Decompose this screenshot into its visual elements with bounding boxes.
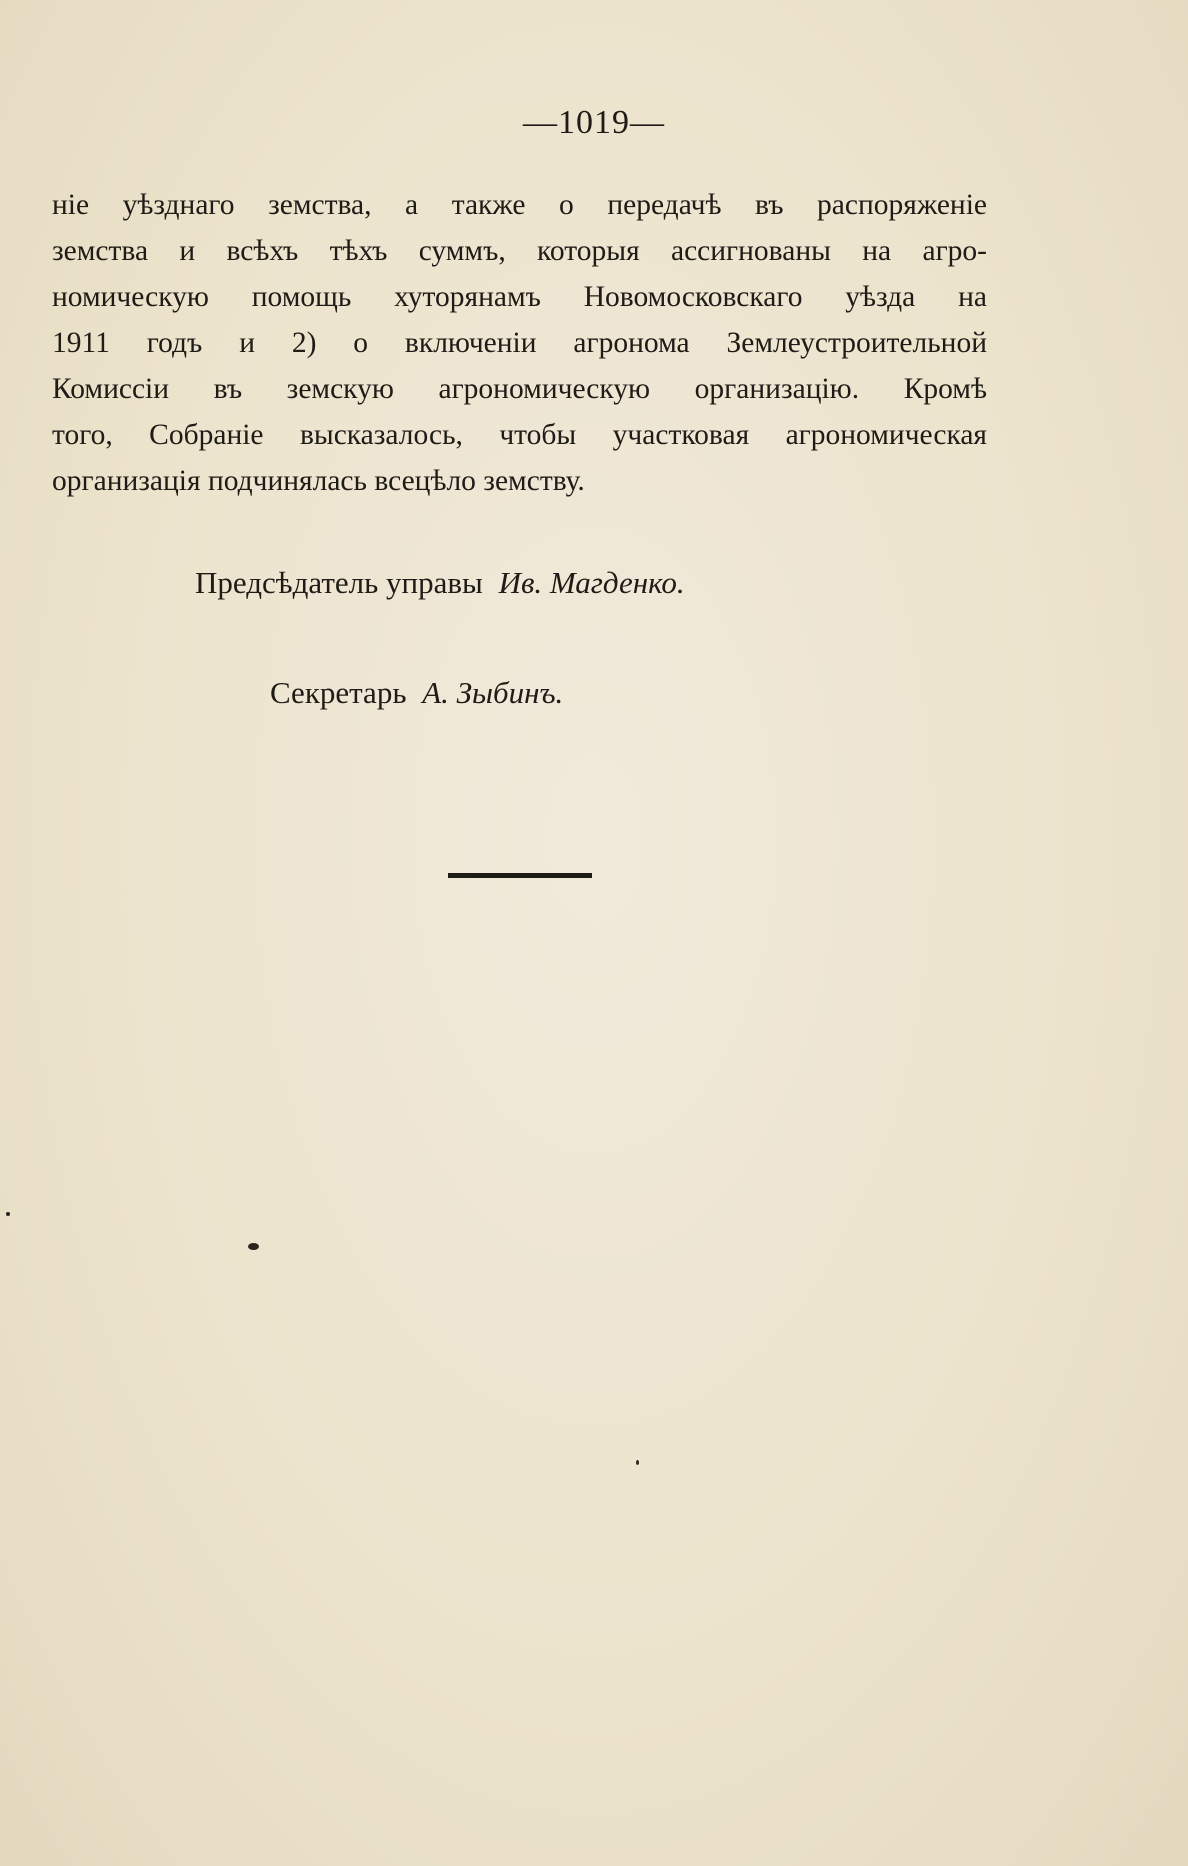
paragraph-line: организація подчинялась всецѣло земству. <box>52 465 585 497</box>
paragraph-line: Комиссіи въ земскую агрономическую организацію. Кромѣ <box>52 373 987 405</box>
paragraph-line: земства и всѣхъ тѣхъ суммъ, которыя ассигнованы на агро- <box>52 235 987 267</box>
closing-rule <box>448 873 592 878</box>
page-number: —1019— <box>523 104 665 141</box>
paragraph-line: 1911 годъ и 2) о включеніи агронома Землеустроительной <box>52 327 987 359</box>
paragraph-line: того, Собраніе высказалось, чтобы участковая агрономическая <box>52 419 987 451</box>
ink-speck <box>6 1212 10 1216</box>
body-paragraph <box>52 182 987 504</box>
paragraph-line: ніе уѣзднаго земства, а также о передачѣ въ распоряженіе <box>52 189 987 221</box>
ink-speck <box>248 1243 259 1250</box>
secretary-signature <box>270 675 563 711</box>
ink-speck <box>636 1460 639 1465</box>
chairman-name: Ив. Магденко. <box>498 565 685 600</box>
secretary-title: Секретарь <box>270 675 407 710</box>
secretary-name: А. Зыбинъ. <box>422 675 564 710</box>
paragraph-line: номическую помощь хуторянамъ Новомосковскаго уѣзда на <box>52 281 987 313</box>
chairman-title: Предсѣдатель управы <box>195 565 483 600</box>
chairman-signature <box>195 565 685 601</box>
